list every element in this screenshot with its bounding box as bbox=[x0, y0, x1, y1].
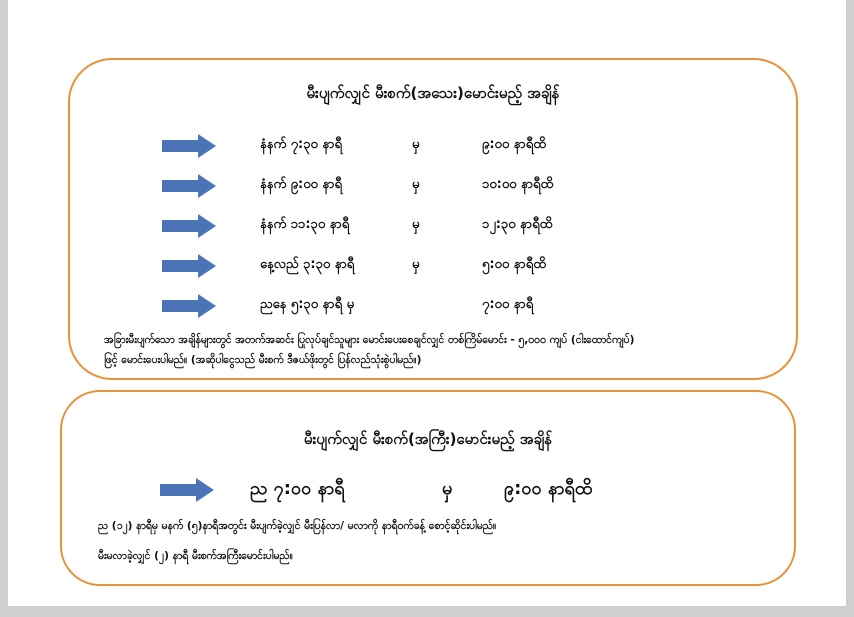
row-from-label: မှ bbox=[412, 257, 420, 272]
row-from-label: မှ bbox=[442, 478, 453, 499]
row-end-time: ၉:၀၀ နာရီထိ bbox=[504, 478, 593, 499]
row-start-time: ည ၇:၀၀ နာရီ bbox=[250, 478, 345, 499]
right-arrow-icon bbox=[162, 214, 216, 238]
section1-note-line1: အခြားမီးပျက်သော အချိန်များတွင် အတက်အဆင်း ပြုလုပ်ချင်သူများ မောင်းပေးစေချင်လျှင် တစ်ကြိမ်မောင်း - ၅,၀၀၀ ကျပ် (ငါးထောင်ကျပ်) bbox=[104, 334, 635, 346]
row-end-time: ၇:၀၀ နာရီ bbox=[482, 297, 534, 312]
row-start-time: ညနေ ၅:၃၀ နာရီ မှ bbox=[260, 297, 355, 312]
row-start-time: နံနက် ၇:၃၀ နာရီ bbox=[260, 137, 342, 152]
right-arrow-icon bbox=[162, 294, 216, 318]
page bbox=[8, 0, 846, 606]
row-start-time: နံနက် ၉:၀၀ နာရီ bbox=[260, 177, 342, 192]
row-end-time: ၉:၀၀ နာရီထိ bbox=[482, 137, 546, 152]
schedule-row-5 bbox=[162, 294, 682, 318]
section1-note-line2: ဖြင့် မောင်းပေးပါမည်။ (အဆိုပါငွေသည် မီးစက် ဒီဇယ်ဖိုးတွင် ပြန်လည်သုံးစွဲပါမည်။) bbox=[104, 354, 422, 366]
section2-note-line1: ည (၁၂) နာရီမှ မနက် (၅)နာရီအတွင်း မီးပျက်ခဲ့လျှင် မီးပြန်လာ/ မလာကို နာရီဝက်ခန့် စောင့်ဆိုင်းပါမည်။ bbox=[98, 520, 497, 532]
right-arrow-icon bbox=[162, 174, 216, 198]
right-arrow-icon bbox=[162, 254, 216, 278]
section2-title: မီးပျက်လျှင် မီးစက်(အကြီး)မောင်းမည့် အချိန် bbox=[303, 430, 553, 448]
schedule-row-1 bbox=[162, 134, 682, 158]
schedule-row-large bbox=[160, 478, 700, 502]
schedule-row-4 bbox=[162, 254, 682, 278]
small-generator-schedule-box bbox=[68, 58, 798, 380]
section1-title: မီးပျက်လျှင် မီးစက်(အသေး)မောင်းမည့် အချိန် bbox=[306, 84, 560, 102]
section2-note-line2: မီးမလာခဲ့လျှင် (၂) နာရီ မီးစက်အကြီးမောင်းပါမည်။ bbox=[98, 550, 293, 562]
schedule-row-2 bbox=[162, 174, 682, 198]
row-start-time: နေ့လည် ၃:၃၀ နာရီ bbox=[260, 257, 355, 272]
large-generator-schedule-box bbox=[60, 390, 796, 586]
right-arrow-icon bbox=[160, 478, 214, 502]
row-start-time: နံနက် ၁၁:၃၀ နာရီ bbox=[260, 217, 350, 232]
row-end-time: ၅:၀၀ နာရီထိ bbox=[482, 257, 546, 272]
row-end-time: ၁၀:၀၀ နာရီထိ bbox=[482, 177, 554, 192]
right-arrow-icon bbox=[162, 134, 216, 158]
row-from-label: မှ bbox=[412, 137, 420, 152]
row-end-time: ၁၂:၃၀ နာရီထိ bbox=[482, 217, 553, 232]
row-from-label: မှ bbox=[412, 177, 420, 192]
row-from-label: မှ bbox=[412, 217, 420, 232]
schedule-row-3 bbox=[162, 214, 682, 238]
